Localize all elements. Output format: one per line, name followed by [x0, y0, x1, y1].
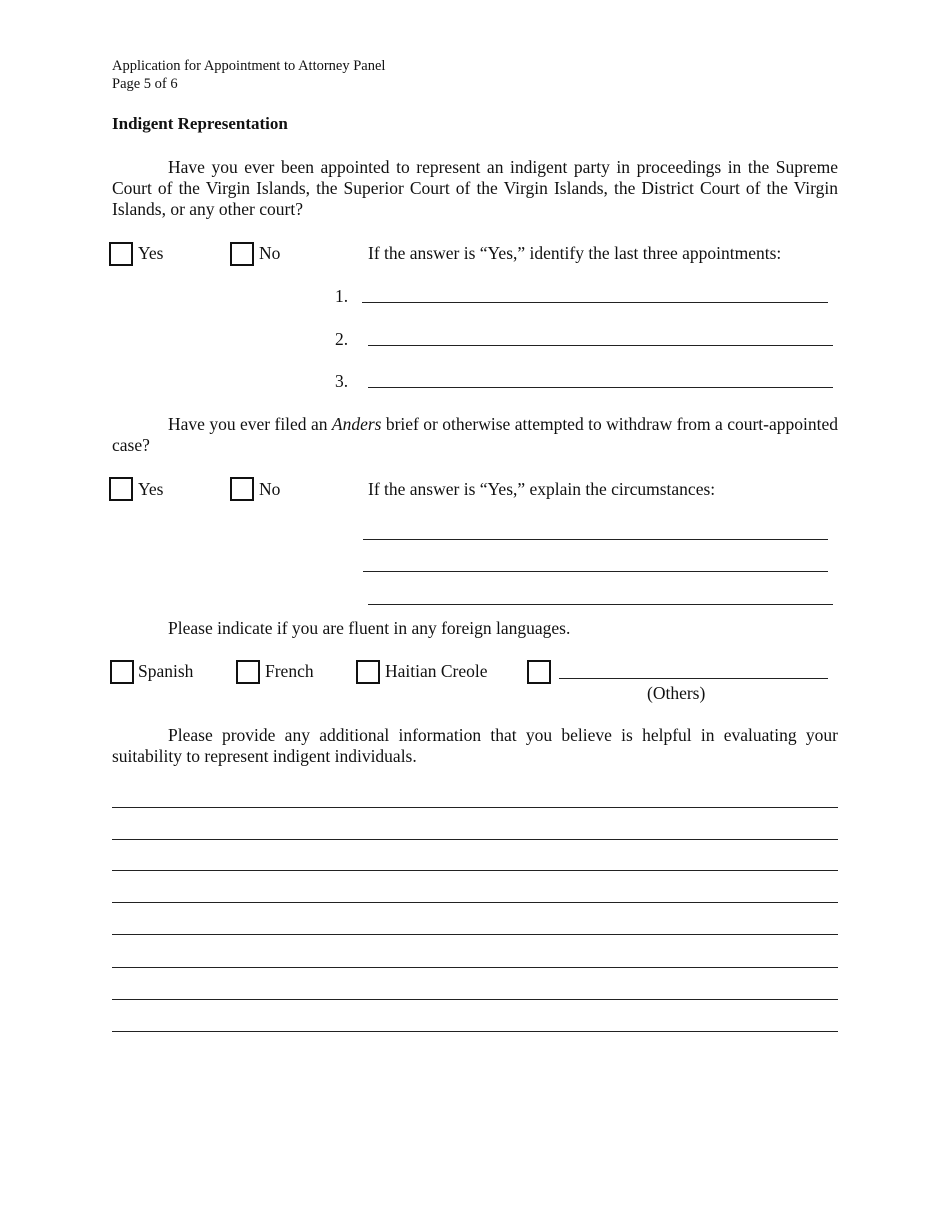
q1-yes-label: Yes [138, 243, 164, 263]
appointment-number-1: 1. [335, 286, 349, 306]
q1-no-label: No [259, 243, 281, 263]
circumstances-line-2[interactable] [363, 571, 828, 572]
appointment-1-line[interactable] [362, 302, 828, 303]
additional-info-line-1[interactable] [112, 807, 838, 808]
page-number: Page 5 of 6 [112, 76, 178, 92]
document-header [112, 57, 385, 93]
q2-no-label: No [259, 479, 281, 499]
other-language-checkbox[interactable] [527, 660, 551, 684]
haitian-creole-checkbox[interactable] [356, 660, 380, 684]
additional-info-line-5[interactable] [112, 934, 838, 935]
q1-yes-checkbox[interactable] [109, 242, 133, 266]
q2-text-italic: Anders [331, 414, 382, 434]
other-language-line[interactable] [559, 678, 828, 679]
additional-info-line-8[interactable] [112, 1031, 838, 1032]
q1-no-checkbox[interactable] [230, 242, 254, 266]
additional-info-line-2[interactable] [112, 839, 838, 840]
circumstances-line-3[interactable] [368, 604, 833, 605]
appointment-2-line[interactable] [368, 345, 833, 346]
q2-followup-prompt: If the answer is “Yes,” explain the circumstances: [368, 479, 716, 499]
question-anders-brief [112, 414, 838, 456]
appointment-number-3: 3. [335, 371, 349, 391]
french-label: French [265, 661, 314, 681]
appointment-number-2: 2. [335, 329, 349, 349]
q2-text-before: Have you ever filed an [168, 414, 332, 434]
question-additional-info: Please provide any additional information that you believe is helpful in evaluating your suitability to represent indigent individuals. [112, 725, 838, 766]
additional-info-line-3[interactable] [112, 870, 838, 871]
circumstances-line-1[interactable] [363, 539, 828, 540]
additional-info-line-4[interactable] [112, 902, 838, 903]
haitian-creole-label: Haitian Creole [385, 661, 488, 681]
q1-followup-prompt: If the answer is “Yes,” identify the last three appointments: [368, 243, 782, 263]
q2-no-checkbox[interactable] [230, 477, 254, 501]
additional-info-line-7[interactable] [112, 999, 838, 1000]
appointment-3-line[interactable] [368, 387, 833, 388]
q2-text-after: brief or otherwise attempted to withdraw from a court-appointed case? [112, 414, 838, 455]
others-caption: (Others) [647, 683, 706, 703]
q2-yes-checkbox[interactable] [109, 477, 133, 501]
section-title: Indigent Representation [112, 114, 288, 133]
q2-yes-label: Yes [138, 479, 164, 499]
document-title: Application for Appointment to Attorney Panel [112, 58, 386, 74]
question-appointed-indigent: Have you ever been appointed to represent an indigent party in proceedings in the Supreme Court of the Virgin Islands, the Superior Court of the Virgin Islands, the District Court of the Virgin Islands, or any other court? [112, 157, 838, 219]
question-foreign-languages: Please indicate if you are fluent in any foreign languages. [168, 618, 571, 638]
french-checkbox[interactable] [236, 660, 260, 684]
spanish-checkbox[interactable] [110, 660, 134, 684]
spanish-label: Spanish [138, 661, 194, 681]
additional-info-line-6[interactable] [112, 967, 838, 968]
